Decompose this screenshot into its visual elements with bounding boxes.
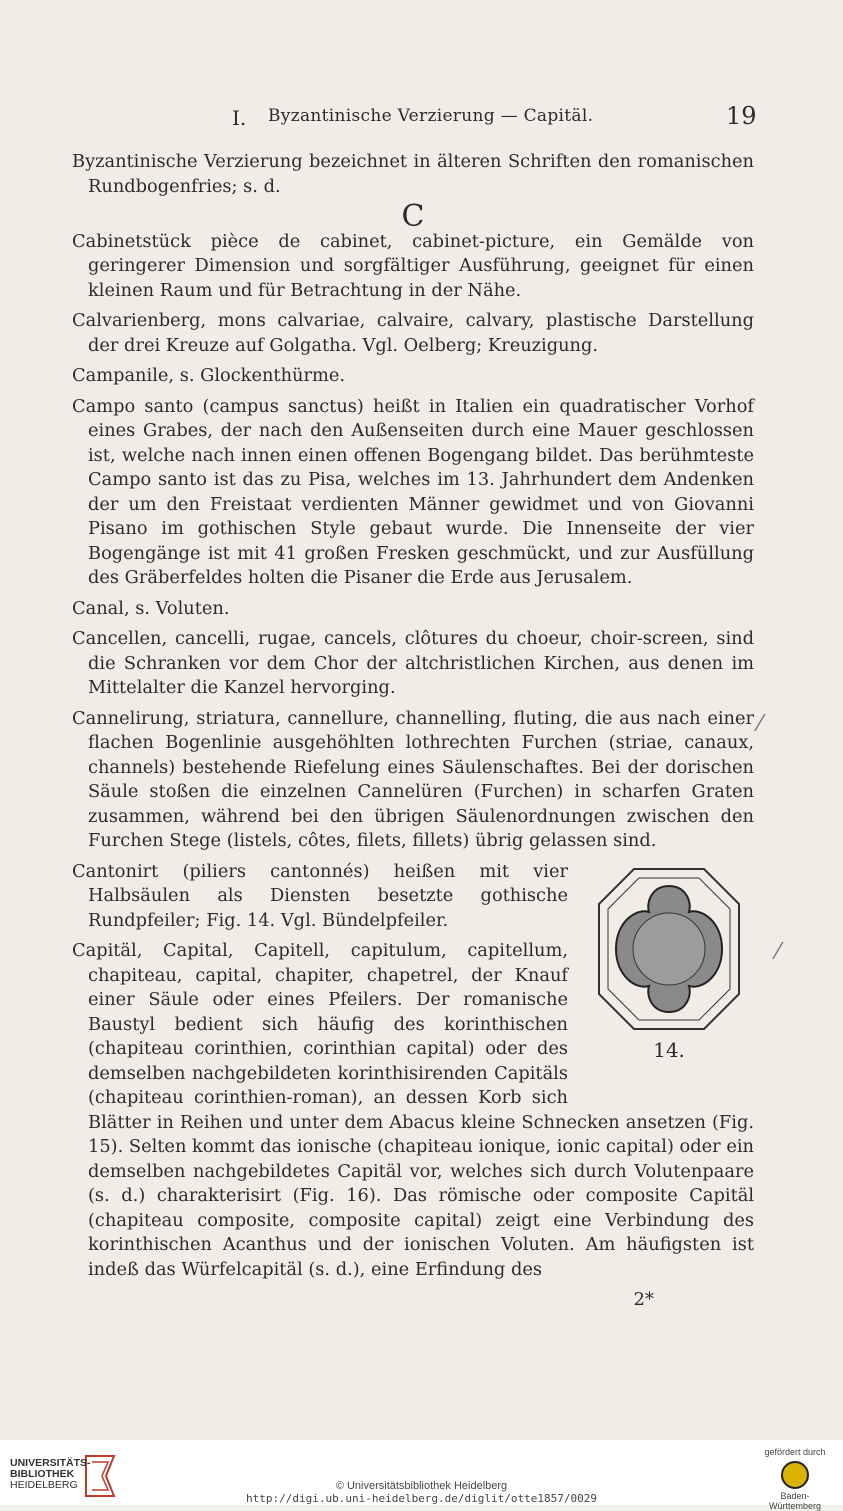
figure-caption: 14. — [653, 1037, 685, 1062]
entry-canal: Canal, s. Voluten. — [72, 597, 230, 619]
running-head-part: I. — [232, 106, 247, 130]
library-line3: HEIDELBERG — [10, 1479, 78, 1491]
entry-calvarienberg: Calvarienberg, mons calvariae, calvaire, calvary, plastische Darstellung der drei Kreuze auf Golgatha. Vgl. Oelberg; Kreuzigung. — [72, 310, 754, 356]
sponsor-name: Baden-Württemberg — [768, 1491, 821, 1511]
entry-campanile: Campanile, s. Glockenthürme. — [72, 365, 346, 386]
sponsor-block — [755, 1447, 835, 1511]
entry-cantonirt: Cantonirt (piliers cantonnés) heißen mit vier Halbsäulen als Diensten besetzte gothische Rundpfeiler; Fig. 14. Vgl. Bündelpfeiler. — [72, 860, 568, 931]
signature-mark: 2* — [633, 1289, 654, 1310]
figure-14 — [584, 864, 754, 1084]
section-letter: C — [401, 199, 425, 234]
copyright-notice: © Universitätsbibliothek Heidelberg — [335, 1480, 508, 1492]
entry-campo-santo: Campo santo (campus sanctus) heißt in Italien ein quadratischer Vorhof eines Grabes, der nach den Außenseiten durch eine Mauer geschlossen ist, welche nach innen einen offenen Bogengang bildet. Das berühmteste Campo santo ist das zu Pisa, welches im 13. Jahrhundert dem Andenken der um den Freistaat verdienten Männer gewidmet und von Giovanni Pisano im gothischen Style gebaut wurde. Die Innenseite der vier Bogengänge ist mit 41 großen Fresken geschmückt, und zur Ausfüllung des Gräberfeldes holten die Pisaner die Erde aus Jerusalem. — [72, 395, 754, 588]
sponsor-label: gefördert durch — [764, 1447, 826, 1457]
pencil-mark-icon: ⁄ — [758, 712, 762, 737]
page-number: 19 — [726, 102, 757, 130]
entry-byzantinische: Byzantinische Verzierung bezeichnet in älteren Schriften den romanischen Rundbogenfries; s. d. — [72, 151, 754, 197]
entry-cabinetstueck: Cabinetstück pièce de cabinet, cabinet-picture, ein Gemälde von geringerer Dimension und sorgfältiger Ausführung, geeignet für einen kleinen Raum und für Betrachtung in der Nähe. — [72, 230, 754, 301]
library-line1: UNIVERSITÄTS- — [10, 1457, 91, 1469]
library-line2: BIBLIOTHEK — [10, 1468, 75, 1480]
pencil-mark-icon: ⁄ — [776, 940, 780, 965]
entry-cancellen: Cancellen, cancelli, rugae, cancels, clôtures du choeur, choir-screen, sind die Schranken vor dem Chor der altchristlichen Kirchen, aus denen im Mittelalter die Kanzel hervorging. — [72, 628, 754, 698]
permalink[interactable]: http://digi.ub.uni-heidelberg.de/diglit/otte1857/0029 — [246, 1492, 597, 1505]
body-text — [72, 150, 754, 1313]
running-head-title: Byzantinische Verzierung — Capitäl. — [268, 106, 594, 126]
state-crest-icon — [781, 1461, 809, 1489]
cantonirt-pier-plan-icon — [594, 864, 744, 1034]
entry-capitael: Capitäl, Capital, Capitell, capitulum, capitellum, chapiteau, capital, chapiter, chapetrel, der Knauf einer Säule oder eines Pfeilers. Der romanische Baustyl bedient sich häufig des korinthischen (chapiteau corinthien, corinthian capital) oder des demselben nachgebildeten korinthisirenden Capitäls (chapiteau corinthien-roman), an dessen Korb sich Blätter in Reihen und unter dem Abacus kleine Schnecken ansetzen (Fig. 15). Selten kommt das ionische (chapiteau ionique, ionic capital) oder ein demselben nachgebildetes Capitäl vor, welches sich durch Volutenpaare (s. d.) charakterisirt (Fig. 16). Das römische oder composite Capitäl (chapiteau composite, composite capital) zeigt eine Verbindung des korinthischen Acanthus und der ionischen Voluten. Am häufigsten ist indeß das Würfelcapitäl (s. d.), eine Erfindung des — [72, 940, 754, 1280]
entry-cannelirung: Cannelirung, striatura, cannellure, channelling, fluting, die aus nach einer flachen Bogenlinie ausgehöhlten lothrechten Furchen (striae, canaux, channels) bestehende Riefelung eines Säulenschaftes. Bei der dorischen Säule stoßen die einzelnen Cannelüren (Furchen) in scharfen Graten zusammen, während bei den übrigen Säulenordnungen zwischen den Furchen Stege (listels, côtes, filets, fillets) übrig gelassen sind. — [72, 707, 754, 851]
